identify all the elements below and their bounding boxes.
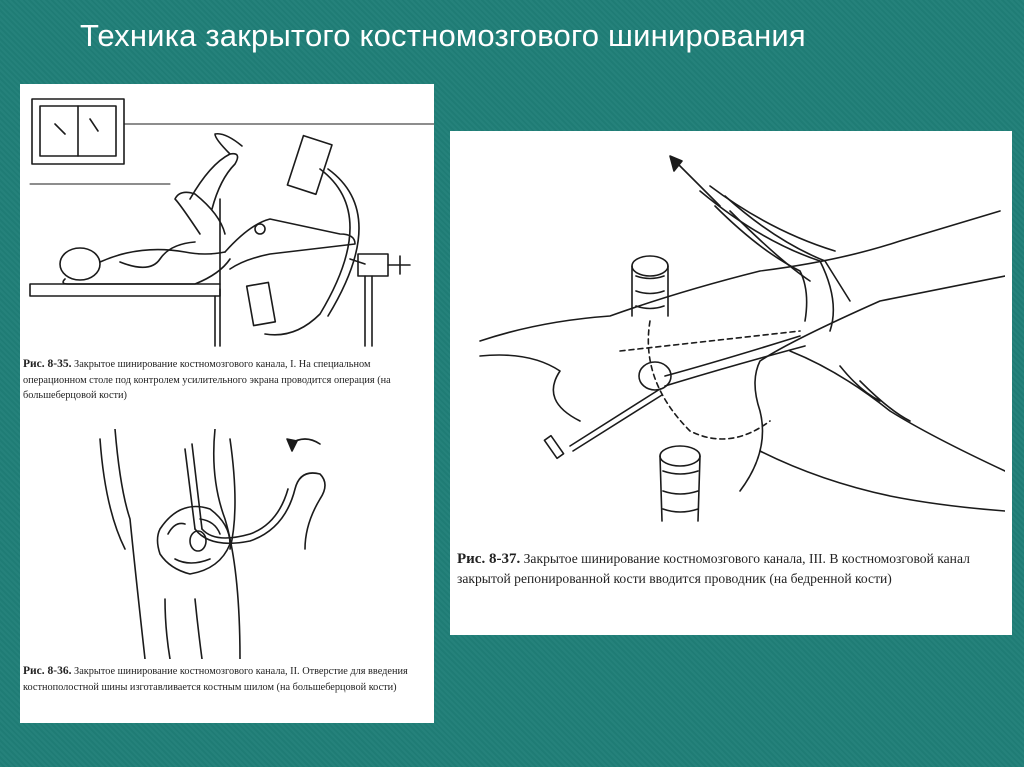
caption-text: Закрытое шинирование костномозгового канала, III. В костномозговой канал закрытой репонированной кости вводится проводник (на бедренной кости) — [457, 551, 970, 586]
figure-number: Рис. 8-37. — [457, 551, 521, 567]
illustration-knee-awl — [90, 429, 350, 659]
figure-panel-left — [20, 84, 434, 723]
slide-title: Техника закрытого костномозгового шинирования — [80, 18, 806, 53]
figure-caption-8-37 — [457, 549, 1007, 589]
figure-caption-8-36 — [23, 664, 427, 695]
figure-number: Рис. 8-35. — [23, 358, 72, 370]
figure-panel-right — [450, 131, 1012, 635]
figure-number: Рис. 8-36. — [23, 665, 72, 677]
caption-text: Закрытое шинирование костномозгового канала, II. Отверстие для введения костнополостной шины изготавливается костным шилом (на большеберцовой кости) — [23, 666, 408, 693]
figure-caption-8-35 — [23, 357, 427, 404]
illustration-operating-table — [20, 84, 434, 354]
caption-text: Закрытое шинирование костномозгового канала, I. На специальном операционном столе под контролем усилительного экрана проводится операция (на большеберцовой кости) — [23, 359, 391, 401]
illustration-femur-guidewire — [460, 151, 1005, 546]
